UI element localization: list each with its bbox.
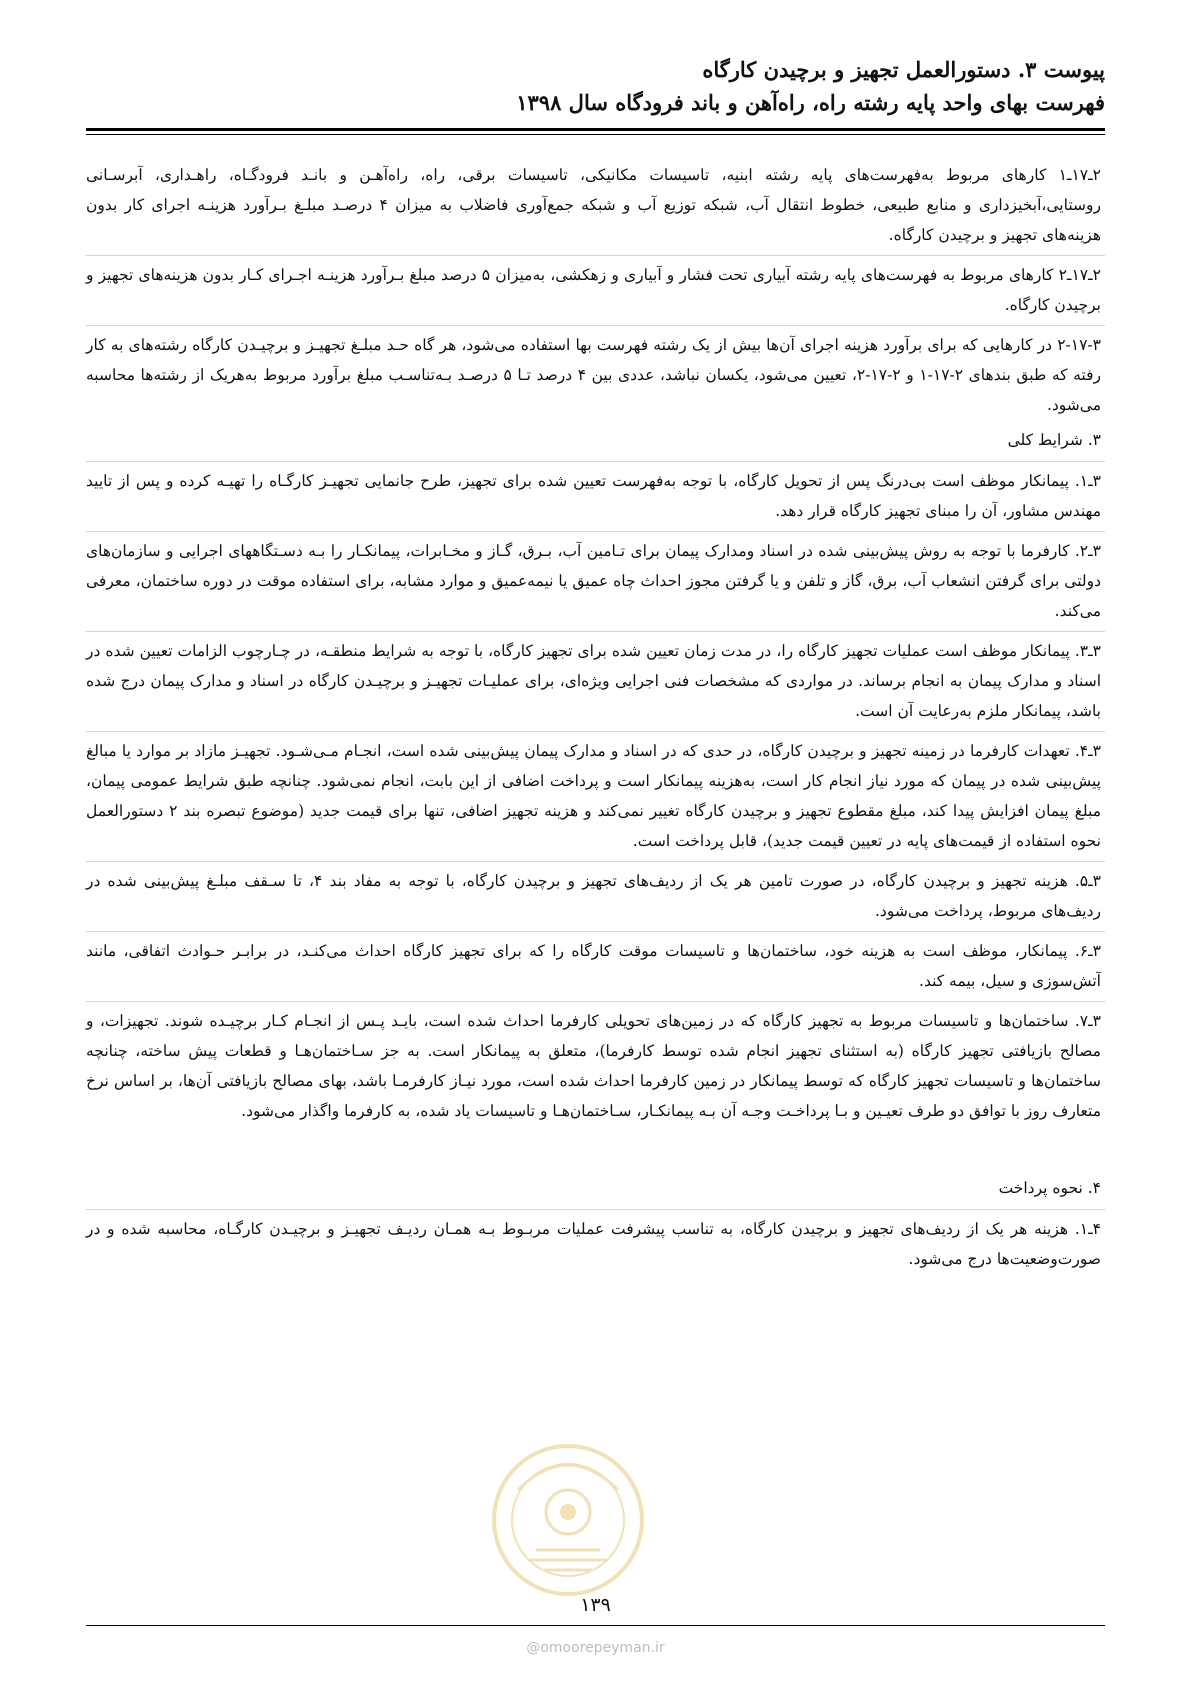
paragraph-3-2: ۳ـ۲. کارفرما با توجه به روش پیش‌بینی شده در اسناد ومدارک پیمان برای تـامین آب، بـرق، گـاز و مخـابرات، پیمانکـار را بـه دسـتگاههای اجرایی و سازمان‌های دولتی برای گرفتن انشعاب آب، برق، گاز و تلفن و یا گرفتن مجوز احداث چاه عمیق یا نیمه‌عمیق و موارد مشابه، برای استفاده موقت در دوره ساختمان، معرفی می‌کند.: [86, 531, 1105, 626]
paragraph-3-1: ۳ـ۱. پیمانکار موظف است بی‌درنگ پس از تحویل کارگاه، با توجه به‌فهرست تعیین شده برای تجهیز، طرح جانمایی تجهیـز کارگـاه را تهیـه کرده و پس از تایید مهندس مشاور، آن را مبنای تجهیز کارگاه قرار دهد.: [86, 461, 1105, 526]
paragraph-2-17-1: ۲ـ۱۷ـ۱ کارهای مربوط به‌فهرست‌های پایه رشته ابنیه، تاسیسات مکانیکی، تاسیسات برقی، راه، راه‌آهـن و بانـد فرودگـاه، راهـداری، آبرسـانی روستایی،آبخیزداری و منابع طبیعی، خطوط انتقال آب، شبکه توزیع آب و شبکه جمع‌آوری فاضلاب به میزان ۴ درصـد مبلـغ بـرآورد هزینـه اجرای کار بدون هزینه‌های تجهیز و برچیدن کارگاه.: [86, 166, 1101, 244]
paragraph-3-3: ۳ـ۳. پیمانکار موظف است عملیات تجهیز کارگاه را، در مدت زمان تعیین شده برای تجهیز کارگاه، با توجه به شرایط منطقـه، در چـارچوب الزامات تعیین شده در اسناد و مدارک پیمان به انجام برساند. در مواردی که مشخصات فنی اجرایی ویژه‌ای، برای عملیـات تجهیـز و برچیـدن کارگاه در اسناد و مدارک پیمان درج شده باشد، پیمانکار ملزم به‌رعایت آن است.: [86, 631, 1105, 726]
header-rule-thick: [86, 128, 1105, 131]
header-subtitle: فهرست بهای واحد پایه رشته راه، راه‌آهن و باند فرودگاه سال ۱۳۹۸: [516, 90, 1105, 115]
section-gap: [86, 1131, 1105, 1173]
header-title: پیوست ۳. دستورالعمل تجهیز و برچیدن کارگاه: [702, 57, 1105, 82]
page-number: ۱۳۹: [580, 1594, 611, 1616]
page-header: [86, 55, 1105, 118]
paragraph-3-4: ۳ـ۴. تعهدات کارفرما در زمینه تجهیز و برچیدن کارگاه، در حدی که در اسناد و مدارک پیمان پیش‌بینی شده است، انجـام مـی‌شـود. تجهیـز مازاد بر موارد یا مبالغ پیش‌بینی شده در پیمان که مورد نیاز انجام کار است، به‌هزینه پیمانکار است و پرداخت اضافی از این بابت، انجام نمی‌شود. چنانچه طبق شرایط عمومی پیمان، مبلغ پیمان افزایش پیدا کند، مبلغ مقطوع تجهیز و برچیدن کارگاه تغییر نمی‌کند و هزینه تجهیز اضافی، تنها برای قیمت جدید (موضوع تبصره بند ۲ دستورالعمل نحوه استفاده از قیمت‌های پایه در تعیین قیمت جدید)، قابل پرداخت است.: [86, 731, 1105, 856]
header-rule-thin: [86, 134, 1105, 135]
website-watermark: @omoorepeyman.ir: [526, 1640, 665, 1656]
paragraph-2-17-3: ۲-۱۷-۳ در کارهایی که برای برآورد هزینه اجرای آن‌ها بیش از یک رشته فهرست بها استفاده می‌شود، هر گاه حـد مبلـغ تجهیـز و برچیـدن کارگاه رشته‌های به کار رفته که طبق بندهای ۲-۱۷-۱ و ۲-۱۷-۲، تعیین می‌شود، یکسان نباشد، عددی بین ۴ درصد تـا ۵ درصـد بـه‌تناسـب مبلغ برآورد مربوط به‌هریک از رشته‌ها محاسبه می‌شود.: [86, 325, 1105, 420]
watermark-logo: [488, 1440, 648, 1600]
section-3-title: ۳. شرایط کلی: [1007, 431, 1101, 449]
paragraph-3-7: ۳ـ۷. ساختمان‌ها و تاسیسات مربوط به تجهیز کارگاه که در زمین‌های تحویلی کارفرما احداث شده است، بایـد پـس از انجـام کـار برچیـده شوند. تجهیزات، و مصالح بازیافتی تجهیز کارگاه (به استثنای تجهیز انجام شده توسط کارفرما)، متعلق به پیمانکار است. به جز سـاختمان‌هـا و قطعات پیش ساخته، چنانچه ساختمان‌ها و تاسیسات تجهیز کارگاه که توسط پیمانکار در زمین کارفرما احداث شده است، مورد نیـاز کارفرمـا باشد، بهای مصالح بازیافتی آن‌ها، بر اساس نرخ متعارف روز با توافق دو طرف تعیـین و بـا پرداخـت وجـه آن بـه پیمانکـار، سـاختمان‌هـا و تاسیسات یاد شده، به کارفرما واگذار می‌شود.: [86, 1001, 1105, 1126]
section-4-title: ۴. نحوه پرداخت: [998, 1179, 1101, 1197]
document-body: [86, 160, 1105, 1279]
paragraph-3-6: ۳ـ۶. پیمانکار، موظف است به هزینه خود، ساختمان‌ها و تاسیسات موقت کارگاه را که برای تجهیز کارگاه احداث می‌کنـد، در برابـر حـوادث اتفاقی، مانند آتش‌سوزی و سیل، بیمه کند.: [86, 931, 1105, 996]
footer-rule: [86, 1625, 1105, 1626]
paragraph-4-1: ۴ـ۱. هزینه هر یک از ردیف‌های تجهیز و برچیدن کارگاه، به تناسب پیشرفت عملیات مربـوط بـه همـان ردیـف تجهیـز و برچیـدن کارگـاه، محاسبه شده و در صورت‌وضعیت‌ها درج می‌شود.: [86, 1209, 1105, 1274]
paragraph-2-17-2: ۲ـ۱۷ـ۲ کارهای مربوط به فهرست‌های پایه رشته آبیاری تحت فشار و آبیاری و زهکشی، به‌میزان ۵ درصد مبلغ بـرآورد هزینـه اجـرای کـار بدون هزینه‌های تجهیز و برچیدن کارگاه.: [86, 255, 1105, 320]
paragraph-3-5: ۳ـ۵. هزینه تجهیز و برچیدن کارگاه، در صورت تامین هر یک از ردیف‌های تجهیز و برچیدن کارگاه، با توجه به مفاد بند ۴، تا سـقف مبلـغ پیش‌بینی شده در ردیف‌های مربوط، پرداخت می‌شود.: [86, 861, 1105, 926]
